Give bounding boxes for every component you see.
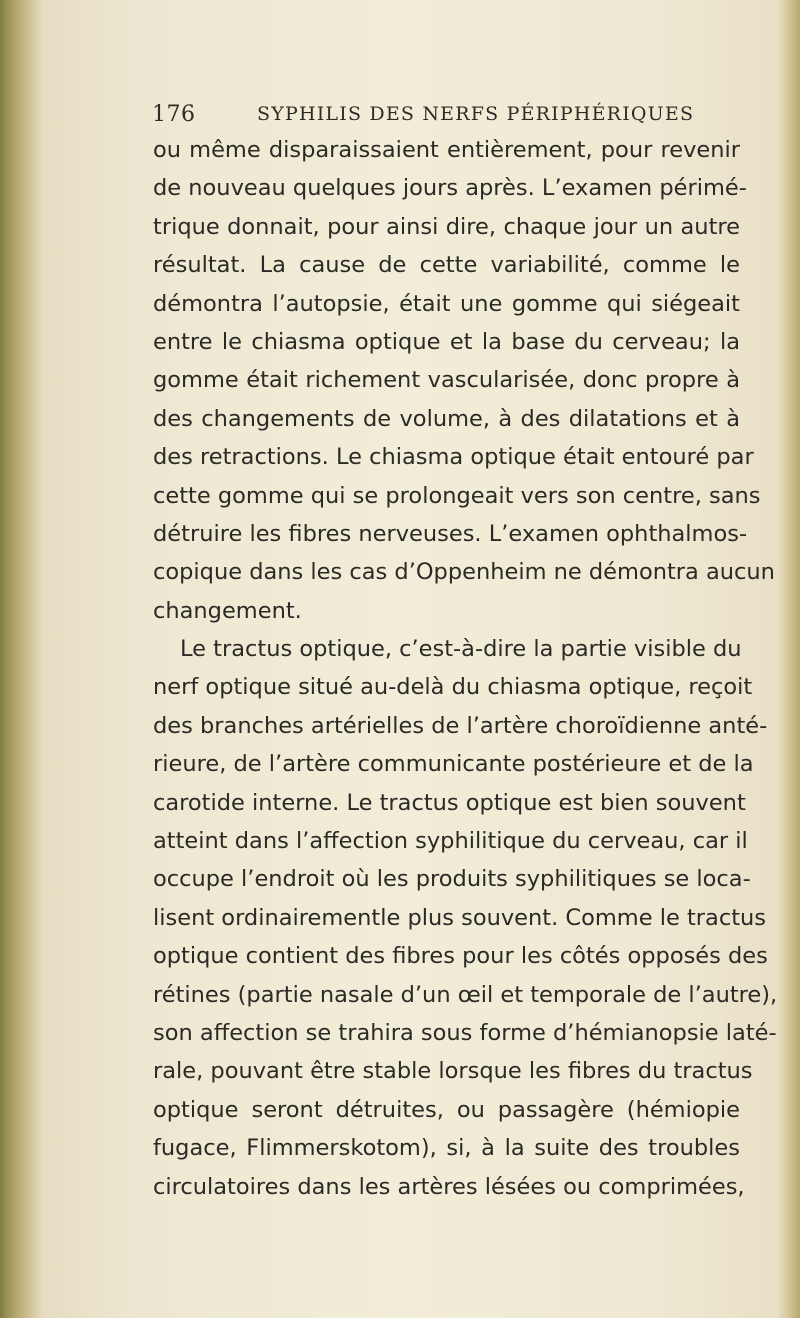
body-text: [153, 131, 778, 1206]
page-right-edge: [778, 0, 800, 1318]
text-line: détruire les fibres nerveuses. L’examen ophthalmos-: [153, 520, 748, 547]
text-line: carotide interne. Le tractus optique est bien souvent: [153, 789, 746, 816]
text-line: démontra l’autopsie, était une gomme qui siégeait: [153, 290, 740, 317]
text-line: son affection se trahira sous forme d’hémianopsie laté-: [153, 1019, 777, 1046]
text-line: des branches artérielles de l’artère choroïdienne anté-: [153, 712, 768, 739]
text-line: circulatoires dans les artères lésées ou comprimées,: [153, 1173, 745, 1200]
text-line: rale, pouvant être stable lorsque les fibres du tractus: [153, 1058, 753, 1085]
page-binding-edge: [0, 0, 42, 1318]
text-line: changement.: [153, 597, 302, 624]
running-title: SYPHILIS DES NERFS PÉRIPHÉRIQUES: [257, 103, 695, 125]
text-line: entre le chiasma optique et la base du cerveau; la: [153, 328, 740, 355]
page-number: 176: [152, 102, 196, 127]
text-line: résultat. La cause de cette variabilité, comme le: [153, 252, 740, 279]
text-line: occupe l’endroit où les produits syphilitiques se loca-: [153, 866, 751, 893]
text-line: des retractions. Le chiasma optique était entouré par: [153, 444, 754, 471]
paragraph-start-line: Le tractus optique, c’est-à-dire la partie visible du: [180, 636, 742, 663]
text-line: cette gomme qui se prolongeait vers son centre, sans: [153, 482, 761, 509]
text-line: atteint dans l’affection syphilitique du cerveau, car il: [153, 828, 748, 855]
text-line: rétines (partie nasale d’un œil et temporale de l’autre),: [153, 981, 778, 1008]
text-line: optique contient des fibres pour les côtés opposés des: [153, 943, 768, 970]
text-line: optique seront détruites, ou passagère (hémiopie: [153, 1096, 740, 1123]
text-line: gomme était richement vascularisée, donc propre à: [153, 367, 740, 394]
text-line: trique donnait, pour ainsi dire, chaque jour un autre: [153, 213, 740, 240]
text-line: ou même disparaissaient entièrement, pour revenir: [153, 137, 740, 163]
text-line: de nouveau quelques jours après. L’examen périmé-: [153, 175, 747, 202]
text-line: copique dans les cas d’Oppenheim ne démontra aucun: [153, 559, 775, 586]
text-line: fugace, Flimmerskotom), si, à la suite des troubles: [153, 1135, 740, 1162]
text-line: lisent ordinairementle plus souvent. Comme le tractus: [153, 904, 766, 931]
page-header: [152, 90, 752, 130]
text-line: des changements de volume, à des dilatations et à: [153, 405, 740, 432]
text-line: nerf optique situé au-delà du chiasma optique, reçoit: [153, 674, 753, 701]
text-line: rieure, de l’artère communicante postérieure et de la: [153, 751, 754, 778]
